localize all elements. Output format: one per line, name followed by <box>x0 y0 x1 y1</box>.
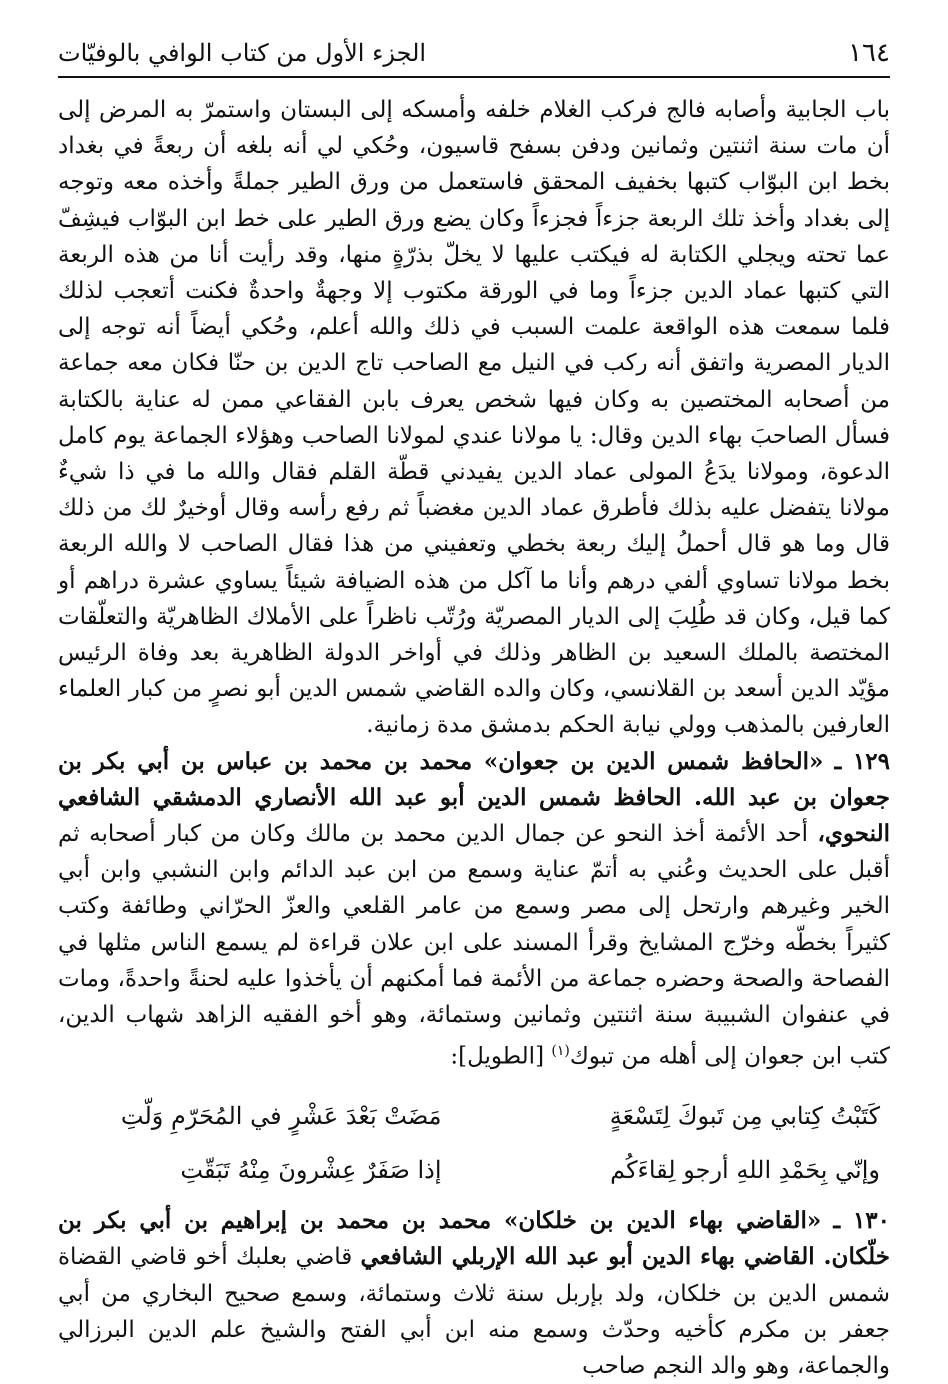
page-body <box>58 92 890 1384</box>
verse-block <box>68 1089 880 1197</box>
entry-130 <box>58 1203 890 1384</box>
entry-129-heading: «الحافظ شمس الدين بن جعوان» محمد بن محمد بن عباس بن أبي بكر بن جعوان بن عبد الله. الحافظ شمس الدين أبو عبد الله الأنصاري الدمشقي الشافعي النحوي، <box>58 747 890 848</box>
entry-130-number: ١٣٠ ـ <box>833 1207 890 1235</box>
continuation-paragraph: باب الجابية وأصابه فالج فركب الغلام خلفه وأمسكه إلى البستان واستمرّ به المرض إلى أن مات سنة اثنتين وثمانين ودفن بسفح قاسيون، وحُكي لي أنه بلغه أن ربعةً في بغداد بخط ابن البوّاب كتبها بخفيف المحقق فاستعمل من ورق الطير جملةً وأخذه معه وتوجه إلى بغداد وأخذ تلك الربعة جزءاً فجزءاً وكان يضع ورق الطير على خط ابن البوّاب فيشِفّ عما تحته ويجلي الكتابة له فيكتب عليها لا يخلّ بذرّةٍ منها، وقد رأيت أنا من هذه الربعة التي كتبها عماد الدين جزءاً وما في الورقة مكتوب إلا وجهةٌ واحدةٌ فكنت أتعجب لذلك فلما سمعت هذه الواقعة علمت السبب في ذلك والله أعلم، وحُكي أيضاً أنه توجه إلى الديار المصرية واتفق أنه ركب في النيل مع الصاحب تاج الدين بن حنّا فكان معه جماعة من أصحابه المختصين به وكان فيها شخص يعرف بابن الفقاعي ممن له عناية بالكتابة فسأل الصاحبَ بهاء الدين وقال: يا مولانا عندي لمولانا الصاحب وهؤلاء الجماعة يوم كامل الدعوة، ومولانا يدَعُ المولى عماد الدين يفيدني قطّة القلم فقال والله ما في ذا شيءٌ مولانا يتفضل عليه بذلك فأطرق عماد الدين مغضباً ثم رفع رأسه وقال أوخيرٌ لك من ذلك قال وما هو قال أحملُ إليك ربعة بخطي وتعفيني من هذا فقال الصاحب لا والله الربعة بخط مولانا تساوي ألفي درهم وأنا ما آكل من هذه الضيافة شيئاً يساوي عشرة دراهم أو كما قيل، وكان قد طُلِبَ إلى الديار المصريّة ورُتّب ناظراً على الأملاك الظاهريّة والتعلّقات المختصة بالملك السعيد بن الظاهر وذلك في أواخر الدولة الظاهرية بعد وفاة الرئيس مؤيّد الدين أسعد بن القلانسي، وكان والده القاضي شمس الدين أبو نصرٍ من كبار العلماء العارفين بالمذهب وولي نيابة الحكم بدمشق مدة زمانية. <box>58 97 890 739</box>
entry-129 <box>58 744 890 1075</box>
verse-first-hemistich: وإنّي بِحَمْدِ اللهِ أرجو لِقاءَكُم <box>610 1156 880 1185</box>
verse-second-hemistich: مَضَتْ بَعْدَ عَشْرٍ في المُحَرّمِ وَلّتِ <box>120 1102 442 1131</box>
entry-130-heading: «القاضي بهاء الدين بن خلكان» محمد بن محمد بن إبراهيم بن أبي بكر بن خلّكان. القاضي بهاء الدين أبو عبد الله الإربلي الشافعي <box>58 1207 890 1271</box>
verse-second-hemistich: إذا صَفَرٌ عِشْرونَ مِنْهُ تَبَقّتِ <box>180 1156 442 1185</box>
running-title: الجزء الأول من كتاب الوافي بالوفيّات <box>58 39 427 67</box>
page-number: ١٦٤ <box>848 38 890 68</box>
verse-first-hemistich: كَتَبْتُ كِتابي مِن تَبوكَ لِتَسْعَةٍ <box>609 1102 880 1131</box>
verse-line <box>68 1089 880 1143</box>
entry-129-text: أحد الأئمة أخذ النحو عن جمال الدين محمد بن مالك وكان من كبار أصحابه ثم أقبل على الحديث وعُني به أتمّ عناية وسمع من ابن عبد الدائم وابن النشبي وابن أبي الخير وغيرهم وارتحل إلى مصر وسمع من عامر القلعي والعزّ الحرّاني وطائفة وكتب كثيراً بخطّه وخرّج المشايخ وقرأ المسند على ابن علان قراءة لم يسمع الناس مثلها في الفصاحة والصحة وحضره جماعة من الأئمة فما أمكنهم أن يأخذوا عليه لحنةً واحدةً، ومات في عنفوان الشبيبة سنة اثنتين وثمانين وستمائة، وهو أخو الفقيه الزاهد شهاب الدين، كتب ابن جعوان إلى أهله من تبوك <box>58 821 890 1070</box>
poetic-meter: [الطويل]: <box>450 1043 545 1070</box>
entry-129-number: ١٢٩ ـ <box>834 747 891 775</box>
footnote-mark: (١) <box>551 1043 570 1060</box>
page-header <box>58 30 890 78</box>
verse-line <box>68 1143 880 1197</box>
document-page <box>58 30 891 1379</box>
entry-130-text: قاضي بعلبك أخو قاضي القضاة شمس الدين بن خلكان، ولد بإربل سنة ثلاث وستمائة، وسمع صحيح البخاري من أبي جعفر بن مكرم كأخيه وحدّث وسمع منه ابن أبي الفتح والشيخ علم الدين البرزالي والجماعة، وهو والد النجم صاحب <box>58 1244 890 1379</box>
